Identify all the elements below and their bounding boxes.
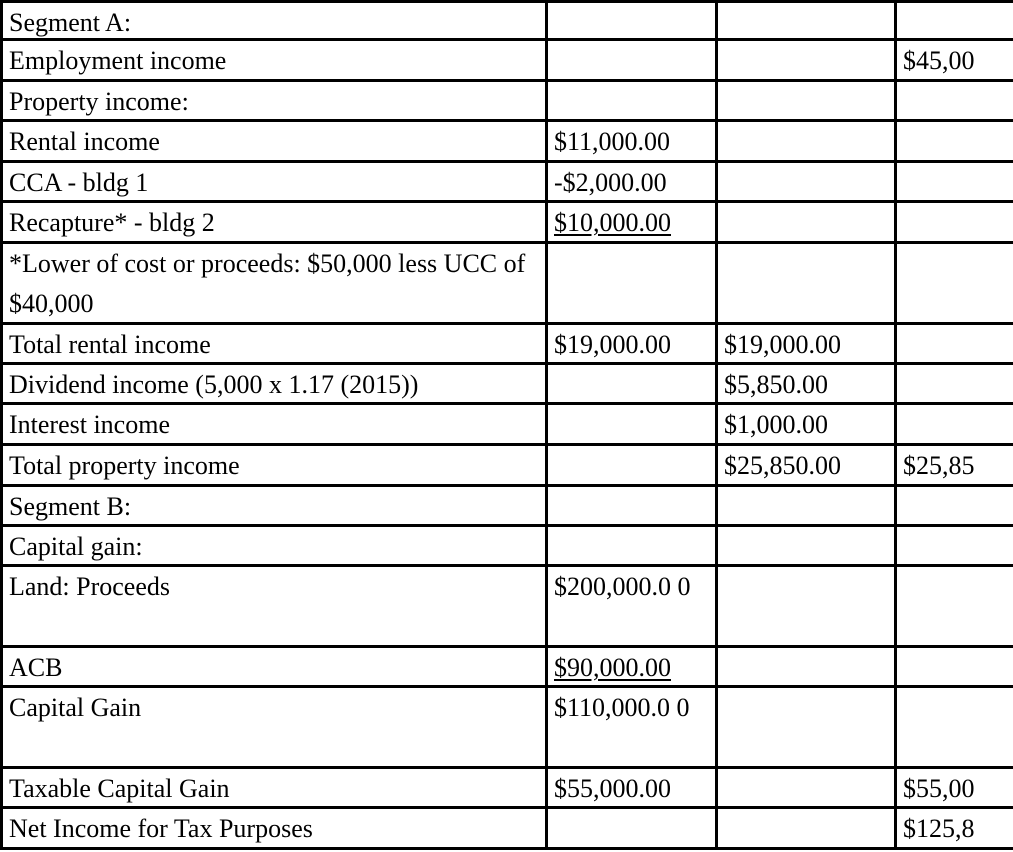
table-cell [548, 487, 718, 524]
cell-text: $55,00 [903, 774, 975, 803]
cell-text: $55,000.00 [554, 774, 671, 803]
table-cell [897, 82, 1013, 119]
cell-text: Interest income [9, 410, 170, 439]
table-cell [718, 487, 897, 524]
cell-text: Land: Proceeds [9, 572, 171, 601]
table-row [0, 527, 1013, 567]
cell-text: Segment B: [9, 492, 132, 521]
table-cell [0, 41, 548, 79]
table-cell [548, 82, 718, 119]
table-row [0, 122, 1013, 163]
table-cell [0, 809, 548, 847]
table-cell [718, 82, 897, 119]
cell-text: Net Income for Tax Purposes [9, 814, 313, 843]
table-cell [897, 769, 1013, 806]
cell-text: $5,850.00 [724, 370, 828, 399]
table-cell [718, 446, 897, 484]
table-cell [897, 809, 1013, 847]
table-cell [718, 3, 897, 38]
table-cell [897, 405, 1013, 443]
cell-text: Rental income [9, 127, 160, 156]
table-cell [718, 567, 897, 645]
table-cell [897, 688, 1013, 766]
cell-text: $125,8 [903, 814, 975, 843]
table-cell [0, 648, 548, 685]
table-cell [897, 122, 1013, 160]
cell-text: -$2,000.00 [554, 168, 667, 197]
cell-text: ACB [9, 653, 63, 682]
cell-text: Capital Gain [9, 693, 142, 722]
cell-text: Capital gain: [9, 532, 143, 561]
table-cell [718, 769, 897, 806]
table-row [0, 82, 1013, 122]
cell-text: Total rental income [9, 330, 211, 359]
cell-text: CCA - bldg 1 [9, 168, 149, 197]
table-cell [897, 244, 1013, 322]
table-cell [548, 203, 718, 241]
table-row [0, 163, 1013, 203]
table-cell [718, 648, 897, 685]
table-cell [548, 567, 718, 645]
cell-text: Taxable Capital Gain [9, 774, 230, 803]
table-row [0, 0, 1013, 41]
table-cell [0, 487, 548, 524]
table-cell [897, 446, 1013, 484]
table-cell [0, 244, 548, 322]
table-cell [0, 122, 548, 160]
cell-text: $19,000.00 [554, 330, 671, 359]
cell-text: $25,850.00 [724, 451, 841, 480]
cell-text: $90,000.00 [554, 653, 671, 682]
table-cell [897, 325, 1013, 362]
table-cell [0, 567, 548, 645]
cell-text: $11,000.00 [554, 127, 671, 156]
cell-text: $45,00 [903, 46, 975, 75]
table-cell [0, 446, 548, 484]
table-cell [0, 365, 548, 402]
cell-text: $19,000.00 [724, 330, 841, 359]
table-cell [897, 365, 1013, 402]
table-cell [548, 648, 718, 685]
table-cell [897, 203, 1013, 241]
table-cell [718, 688, 897, 766]
table-row [0, 648, 1013, 688]
table-cell [718, 809, 897, 847]
table-cell [548, 122, 718, 160]
table-cell [548, 163, 718, 200]
cell-text: $200,000.0 0 [554, 572, 691, 601]
table-cell [718, 244, 897, 322]
table-cell [548, 688, 718, 766]
table-row [0, 769, 1013, 809]
table-cell [548, 244, 718, 322]
table-cell [0, 82, 548, 119]
table-row [0, 809, 1013, 850]
table-cell [718, 41, 897, 79]
cell-text: Recapture* - bldg 2 [9, 208, 215, 237]
table-cell [718, 405, 897, 443]
cell-text: Employment income [9, 46, 227, 75]
table-cell [897, 3, 1013, 38]
table-cell [548, 405, 718, 443]
table-row [0, 365, 1013, 405]
cell-text: *Lower of cost or proceeds: $50,000 less UCC of $40,000 [9, 249, 526, 318]
table-row [0, 325, 1013, 365]
table-cell [0, 325, 548, 362]
table-cell [548, 365, 718, 402]
table-cell [718, 203, 897, 241]
cell-text: Dividend income (5,000 x 1.17 (2015)) [9, 370, 419, 399]
table-cell [0, 405, 548, 443]
cell-text: $10,000.00 [554, 208, 671, 237]
table-row [0, 405, 1013, 446]
table-cell [548, 446, 718, 484]
table-row [0, 41, 1013, 82]
table-cell [548, 527, 718, 564]
table-row [0, 244, 1013, 325]
table-cell [548, 3, 718, 38]
cell-text: $110,000.0 0 [554, 693, 690, 722]
table-row [0, 567, 1013, 648]
cell-text: Property income: [9, 87, 189, 116]
table-cell [0, 163, 548, 200]
table-cell [0, 203, 548, 241]
table-cell [897, 648, 1013, 685]
table-row [0, 203, 1013, 244]
table-row [0, 446, 1013, 487]
table-cell [897, 163, 1013, 200]
table-cell [0, 527, 548, 564]
table-cell [548, 41, 718, 79]
table-cell [0, 3, 548, 38]
table-cell [897, 527, 1013, 564]
table-cell [718, 325, 897, 362]
table-cell [897, 567, 1013, 645]
table-cell [718, 122, 897, 160]
cell-text: $1,000.00 [724, 410, 828, 439]
table-cell [0, 688, 548, 766]
cell-text: $25,85 [903, 451, 975, 480]
table-cell [0, 769, 548, 806]
cell-text: Segment A: [9, 8, 132, 37]
table-cell [548, 809, 718, 847]
table-cell [548, 769, 718, 806]
cell-text: Total property income [9, 451, 240, 480]
table-cell [718, 163, 897, 200]
table-row [0, 487, 1013, 527]
table-cell [897, 487, 1013, 524]
table-cell [897, 41, 1013, 79]
table-row [0, 688, 1013, 769]
table-cell [718, 365, 897, 402]
table-cell [548, 325, 718, 362]
table-cell [718, 527, 897, 564]
